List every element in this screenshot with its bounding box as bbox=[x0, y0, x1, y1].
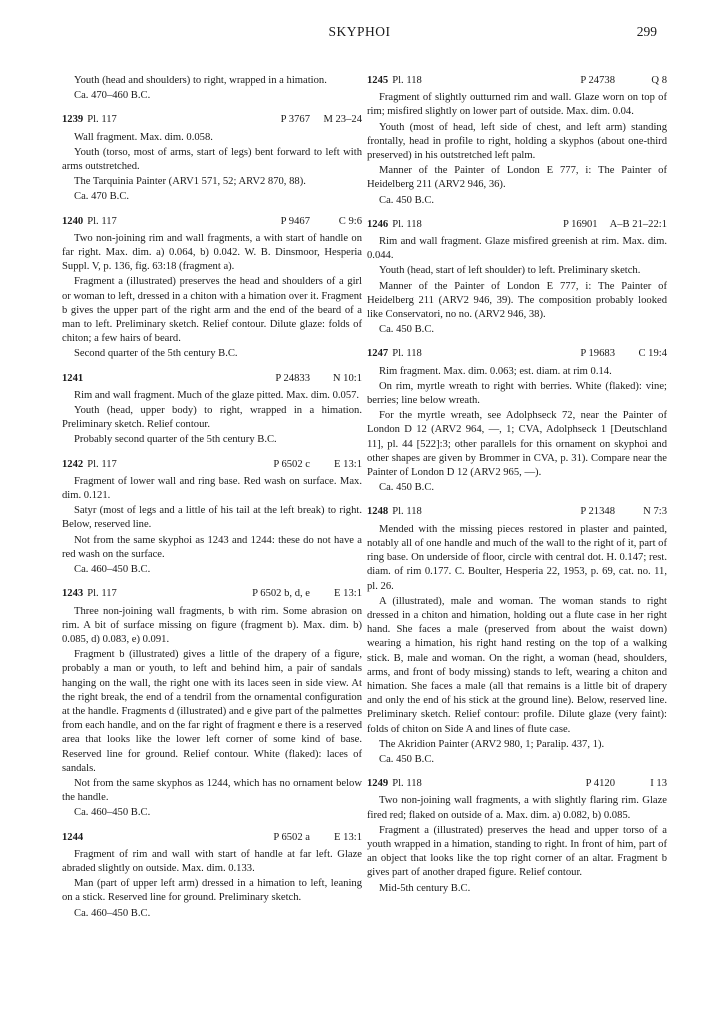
paragraph: Fragment b (illustrated) gives a little of the drapery of a figure, probably a man or youth, to left and behind him, a pair of sandals hanging on the wall, the right one with its laces seen in side view. At the right break, the end of a tendril from the ornamental configuration at the handle. Fragments d (illustrated) and e give part of the palmettes from each handle, and on the far right of fragment e there is a reserved area that looks like the lower left corner of some kind of base. Reserved line for ground. Relief contour. White (flaked): laces of sandals. bbox=[62, 649, 362, 774]
catalog-entry bbox=[367, 74, 667, 208]
inventory-number: P 6502 c bbox=[273, 458, 310, 470]
plate-ref: Pl. 117 bbox=[87, 588, 117, 600]
entry-number: 1249 bbox=[367, 778, 389, 790]
catalog-entry bbox=[62, 372, 362, 448]
inventory-number: P 24738 bbox=[580, 75, 615, 86]
page-header bbox=[0, 24, 719, 44]
inventory-number: P 16901 bbox=[562, 218, 598, 230]
catalog-entries bbox=[367, 74, 667, 896]
paragraph: Two non-joining wall fragments, a with slightly flaring rim. Glaze fired red; flaked on outside of a. Max. dim. a) 0.082, b) 0.085. bbox=[367, 795, 667, 821]
inventory-number: P 21348 bbox=[580, 506, 615, 518]
inventory-number: P 3767 bbox=[280, 114, 310, 126]
plate-ref: Pl. 118 bbox=[392, 348, 422, 360]
paragraph: The Akridion Painter (ARV2 980, 1; Paralip. 437, 1). bbox=[379, 738, 605, 750]
inventory-number: P 9467 bbox=[280, 215, 310, 227]
paragraph: Ca. 460–450 B.C. bbox=[74, 807, 151, 819]
catalog-entry bbox=[62, 587, 362, 820]
catalog-entry bbox=[62, 215, 362, 362]
paragraph: Probably second quarter of the 5th century B.C. bbox=[74, 434, 277, 446]
entry-heading bbox=[367, 505, 667, 519]
paragraph: Rim and wall fragment. Glaze misfired greenish at rim. Max. dim. 0.044. bbox=[367, 236, 667, 262]
entry-number: 1247 bbox=[367, 348, 389, 360]
paragraph: Youth (most of head, left side of chest, and left arm) standing frontally, head in profile to right, holding a skyphos (about one-third preserved) in his outstretched left palm. bbox=[367, 121, 667, 162]
catalog-entry bbox=[62, 458, 362, 578]
paragraph: Mended with the missing pieces restored in plaster and painted, notably all of one handle and much of the wall to the right of it, part of ring base. On underside of floor, circle with central dot. H. 0.147; rest. diam. of rim 0.177. C. Boulter, Hesperia 22, 1953, p. 69, cat. no. 11, pl. 26. bbox=[367, 523, 667, 592]
entry-heading bbox=[62, 113, 362, 127]
paragraph: Three non-joining wall fragments, b with rim. Some abrasion on rim. A bit of surface missing on figure (fragment b). Max. dim. b) 0.085, d) 0.083, e) 0.091. bbox=[62, 605, 362, 645]
paragraph: Two non-joining rim and wall fragments, a with start of handle on far right. Max. dim. a) 0.064, b) 0.042. W. B. Dinsmoor, Hesperia Suppl. V, p. 136, fig. 63:18 (fragment a). bbox=[62, 232, 362, 273]
inventory-number: P 4120 bbox=[585, 778, 615, 790]
entry-heading bbox=[367, 74, 667, 88]
deposit-ref: Q 8 bbox=[651, 75, 667, 86]
catalog-entry bbox=[367, 347, 667, 495]
paragraph: Wall fragment. Max. dim. 0.058. bbox=[74, 131, 213, 143]
deposit-ref: N 10:1 bbox=[332, 372, 362, 384]
paragraph: Fragment a (illustrated) preserves the head and shoulders of a girl or woman to left, dressed in a chiton with a himation over it. Fragment b gives the upper part of the right arm and the end of the beard of a man to left. Preliminary sketch. Relief contour. Dilute glaze: folds of chiton; a few hairs of beard. bbox=[62, 276, 362, 345]
plate-ref: Pl. 117 bbox=[87, 458, 117, 470]
inventory-number: P 6502 a bbox=[273, 831, 310, 843]
right-column bbox=[367, 74, 667, 906]
catalog-entry bbox=[367, 505, 667, 767]
paragraph: Ca. 460–450 B.C. bbox=[74, 564, 151, 576]
paragraph: Fragment of rim and wall with start of handle at far left. Glaze abraded slightly on outside. Max. dim. 0.133. bbox=[62, 848, 362, 874]
entry-number: 1239 bbox=[62, 114, 84, 126]
continued-entry bbox=[62, 74, 362, 103]
paragraph: A (illustrated), male and woman. The woman stands to right dressed in a chiton and himation, holding out a flute case in her right hand. She faces a male (preserved from about the waist down) wearing a himation, his right hand resting on the top of a walking stick. B, male and woman. On the right, a woman (head, shoulders, arms, and front of body missing) stands to left, wearing a chiton and himation. She faces a male (all that remains is a little bit of drapery and only the end of his stick at the ground line). Below, reserved line. Preliminary sketch. Relief contour: profile. Dilute glaze (very faint): folds of chiton on Side A and lines of flute case. bbox=[367, 595, 667, 735]
catalog-entry bbox=[62, 831, 362, 921]
deposit-ref: N 7:3 bbox=[643, 506, 667, 518]
inventory-number: P 6502 b, d, e bbox=[252, 588, 310, 600]
plate-ref: Pl. 117 bbox=[87, 215, 117, 227]
paragraph: Manner of the Painter of London E 777, i: The Painter of Heidelberg 211 (ARV2 946, 39). The composition probably looked like Conservatori, no no. (ARV2 946, 38). bbox=[367, 280, 667, 321]
deposit-ref: A–B 21–22:1 bbox=[609, 218, 667, 230]
paragraph: Second quarter of the 5th century B.C. bbox=[74, 348, 238, 360]
paragraph: Fragment of slightly outturned rim and wall. Glaze worn on top of rim; misfired slightly on lower part of outside. Max. dim. 0.04. bbox=[367, 92, 667, 118]
entry-heading bbox=[62, 458, 362, 472]
entry-heading bbox=[367, 218, 667, 232]
plate-ref: Pl. 117 bbox=[87, 114, 117, 126]
inventory-number: P 24833 bbox=[275, 372, 310, 384]
entry-number: 1240 bbox=[62, 215, 84, 227]
entry-number: 1248 bbox=[367, 506, 389, 518]
plate-ref: Pl. 118 bbox=[392, 506, 422, 518]
deposit-ref: E 13:1 bbox=[334, 588, 362, 600]
entry-number: 1243 bbox=[62, 588, 84, 600]
paragraph: The Tarquinia Painter (ARV1 571, 52; ARV2 870, 88). bbox=[74, 176, 306, 188]
running-title: SKYPHOI bbox=[328, 24, 391, 39]
plate-ref: Pl. 118 bbox=[392, 218, 422, 230]
deposit-ref: M 23–24 bbox=[323, 114, 362, 126]
paragraph: Man (part of upper left arm) dressed in a himation to left, leaning on a stick. Reserved line for ground. Preliminary sketch. bbox=[62, 878, 362, 904]
plate-ref: Pl. 118 bbox=[392, 75, 422, 86]
entry-number: 1242 bbox=[62, 458, 84, 470]
paragraph: Youth (head, start of left shoulder) to left. Preliminary sketch. bbox=[379, 265, 641, 277]
paragraph: Satyr (most of legs and a little of his tail at the left break) to right. Below, reserved line. bbox=[62, 505, 362, 531]
left-column bbox=[62, 74, 362, 931]
paragraph: Rim and wall fragment. Much of the glaze pitted. Max. dim. 0.057. bbox=[74, 389, 360, 401]
paragraph: On rim, myrtle wreath to right with berries. White (flaked): vine; berries; line below wreath. bbox=[367, 380, 667, 407]
page-number: 299 bbox=[636, 24, 657, 39]
paragraph: Ca. 450 B.C. bbox=[379, 324, 435, 336]
paragraph: Manner of the Painter of London E 777, i: The Painter of Heidelberg 211 (ARV2 946, 36). bbox=[367, 165, 667, 191]
paragraph: Ca. 450 B.C. bbox=[379, 194, 435, 206]
entry-number: 1246 bbox=[367, 218, 389, 230]
entry-heading bbox=[367, 347, 667, 361]
deposit-ref: E 13:1 bbox=[334, 458, 362, 470]
entry-number: 1245 bbox=[367, 75, 389, 86]
entry-heading bbox=[367, 777, 667, 791]
paragraph: Youth (torso, most of arms, start of legs) bent forward to left with arms outstretched. bbox=[62, 146, 362, 173]
entry-heading bbox=[62, 215, 362, 229]
plate-ref: Pl. 118 bbox=[392, 778, 422, 790]
paragraph: Ca. 450 B.C. bbox=[379, 482, 435, 494]
catalog-entry bbox=[367, 218, 667, 338]
paragraph: Rim fragment. Max. dim. 0.063; est. diam. at rim 0.14. bbox=[379, 365, 612, 377]
paragraph: Ca. 470 B.C. bbox=[74, 191, 130, 203]
entry-heading bbox=[62, 587, 362, 601]
paragraph: Fragment a (illustrated) preserves the head and upper torso of a youth wrapped in a himation, standing to right. In front of him, part of an object that looks like the top right corner of an altar. Fragment b gives part of another draped figure. Relief contour. bbox=[367, 824, 667, 879]
paragraph: Fragment of lower wall and ring base. Red wash on surface. Max. dim. 0.121. bbox=[62, 475, 362, 502]
catalog-entry bbox=[62, 113, 362, 204]
inventory-number: P 19683 bbox=[580, 348, 615, 360]
entry-heading bbox=[62, 831, 362, 845]
paragraph: Ca. 460–450 B.C. bbox=[74, 907, 151, 919]
entry-heading bbox=[62, 372, 362, 386]
catalog-entry bbox=[367, 777, 667, 896]
paragraph: Not from the same skyphos as 1244, which has no ornament below the handle. bbox=[62, 777, 362, 804]
deposit-ref: C 9:6 bbox=[338, 215, 362, 227]
entry-number: 1241 bbox=[62, 372, 84, 384]
paragraph: For the myrtle wreath, see Adolphseck 72, near the Painter of London D 12 (ARV2 964, —, 1; CVA, Adolphseck 1 [Deutschland 11], pl. 44 [522]:3; other parallels for this ornament on skyphoi and other shapes are given by Brommer in CVA, p. 31). Compare near the Painter of London D 12 (ARV2 965, —). bbox=[367, 410, 667, 479]
entry-number: 1244 bbox=[62, 831, 84, 843]
deposit-ref: C 19:4 bbox=[638, 348, 667, 360]
date-line: Ca. 470–460 B.C. bbox=[74, 90, 151, 102]
paragraph: Mid-5th century B.C. bbox=[379, 882, 471, 894]
paragraph: Youth (head and shoulders) to right, wrapped in a himation. bbox=[74, 75, 327, 86]
paragraph: Ca. 450 B.C. bbox=[379, 753, 435, 765]
deposit-ref: I 13 bbox=[650, 778, 667, 790]
deposit-ref: E 13:1 bbox=[334, 831, 362, 843]
paragraph: Not from the same skyphoi as 1243 and 1244: these do not have a red wash on the surface. bbox=[62, 534, 362, 560]
catalog-entries bbox=[62, 113, 362, 920]
paragraph: Youth (head, upper body) to right, wrapped in a himation. Preliminary sketch. Relief contour. bbox=[62, 405, 362, 431]
